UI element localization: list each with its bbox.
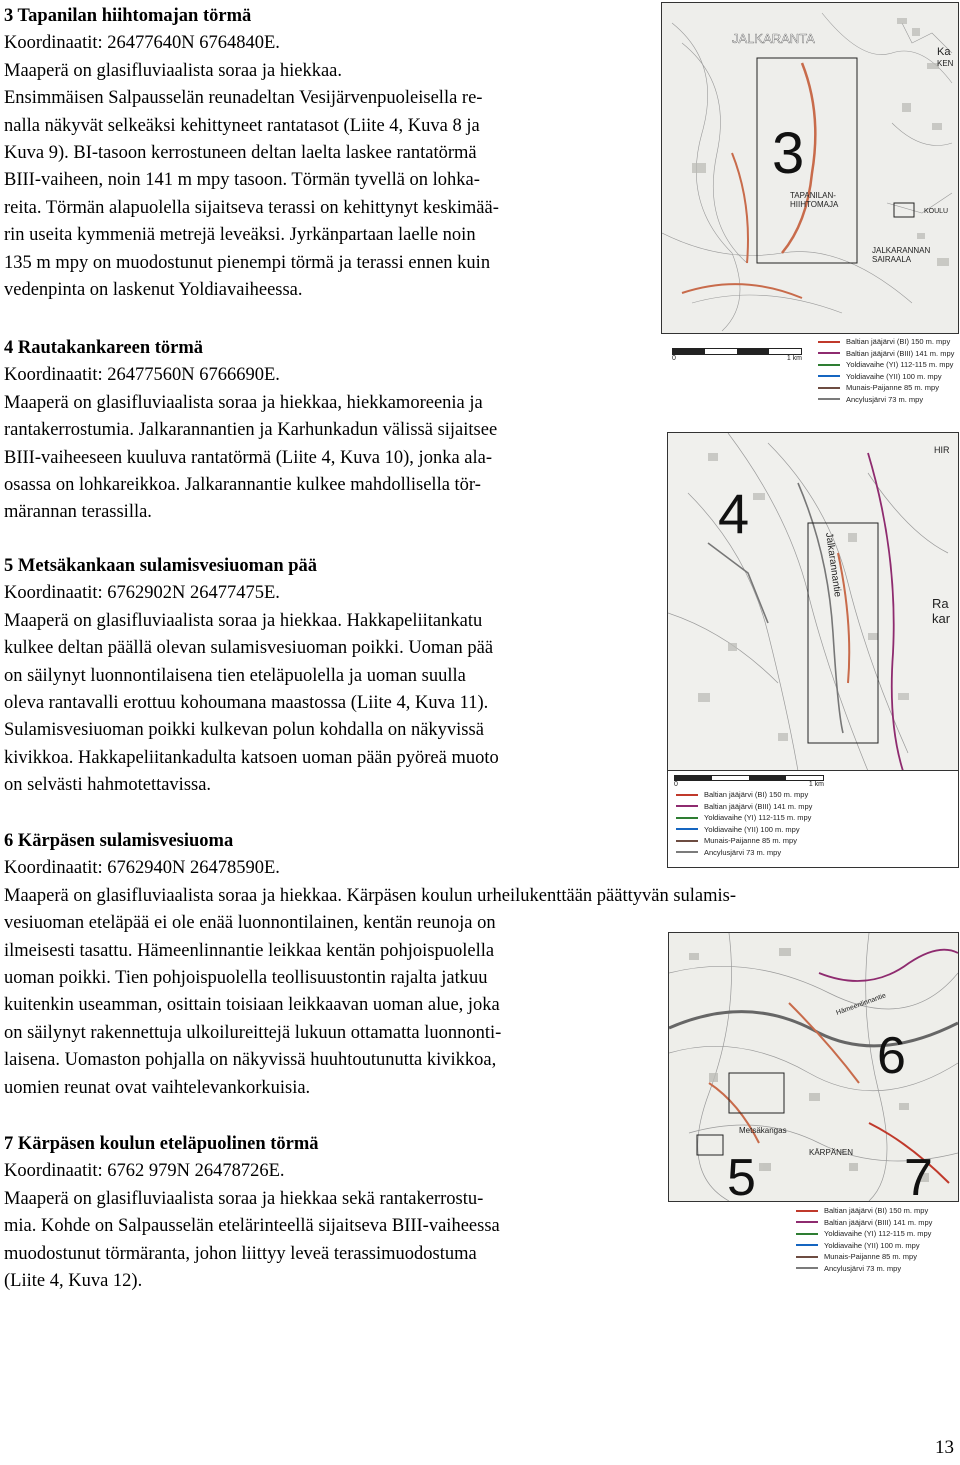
text-line: (Liite 4, Kuva 12).: [4, 1270, 143, 1291]
legend-swatch: [676, 817, 698, 819]
map-label: kar: [932, 611, 951, 626]
scale-bar: [674, 775, 824, 788]
coordinates: Koordinaatit: 26477640N 6764840E.: [4, 33, 280, 54]
section-6: [4, 828, 736, 1102]
legend-label: Munais-Paijanne 85 m. mpy: [846, 383, 939, 392]
text-line: nalla näkyvät selkeäksi kehittyneet rantatasot (Liite 4, Kuva 8 ja: [4, 115, 480, 136]
map-graphic: [662, 3, 958, 333]
coordinates: Koordinaatit: 6762 979N 26478726E.: [4, 1161, 285, 1182]
text-line: kuitenkin useamman, osittain toisiaan leikkaavan uoman alue, joka: [4, 995, 500, 1016]
text-line: rantakerrostumia. Jalkarannantien ja Karhunkadun välissä sijaitsee: [4, 420, 498, 441]
legend-label: Yoldiavaihe (YI) 112-115 m. mpy: [824, 1229, 932, 1238]
section-title: 6 Kärpäsen sulamisvesiuoma: [4, 831, 234, 851]
text-line: Kuva 9). BI-tasoon kerrostuneen deltan laelta laskee rantatörmä: [4, 142, 477, 163]
coordinates: Koordinaatit: 6762940N 26478590E.: [4, 858, 280, 879]
map-karpanen: [668, 932, 959, 1202]
legend-swatch: [796, 1233, 818, 1235]
scale-label: 1 km: [786, 355, 802, 362]
legend-label: Baltian jääjärvi (BI) 150 m. mpy: [704, 790, 809, 799]
text-line: BIII-vaiheeseen kuuluva rantatörmä (Liite 4, Kuva 10), jonka ala-: [4, 447, 493, 468]
text-line: BIII-vaiheen, noin 141 m mpy tasoon. Törmän tyvellä on lohka-: [4, 170, 480, 191]
legend-swatch: [676, 828, 698, 830]
text-line: ilmeisesti tasattu. Hämeenlinnantie leikkaa kentän pohjoispuolella: [4, 940, 495, 961]
coordinates: Koordinaatit: 26477560N 6766690E.: [4, 365, 280, 386]
text-line: uomien reunat ovat vaihtelevankorkuisia.: [4, 1077, 311, 1098]
page-number: 13: [935, 1437, 954, 1458]
text-line: osassa on lohkareikkoa. Jalkarannantie kulkee mahdollisella tör-: [4, 474, 481, 495]
legend-label: Yoldiavaihe (YII) 100 m. mpy: [846, 371, 942, 381]
section-title: 3 Tapanilan hiihtomajan törmä: [4, 6, 252, 26]
text-line: kivikkoa. Hakkapeliitankadulta katsoen uoman pään pyöreä muoto: [4, 747, 499, 768]
text-line: Sulamisvesiuoman poikki kulkevan polun kohdalla on näkyvissä: [4, 720, 484, 741]
legend-swatch: [676, 840, 698, 842]
text-line: mia. Kohde on Salpausselän etelärinteellä sijaitseva BIII-vaiheessa: [4, 1216, 500, 1237]
map-graphic: [669, 933, 958, 1201]
legend-label: Yoldiavaihe (YI) 112-115 m. mpy: [704, 813, 812, 822]
text-line: Ensimmäisen Salpausselän reunadeltan Vesijärvenpuoleisella re-: [4, 88, 483, 109]
text-line: kulkee deltan päällä olevan sulamisvesiuoman poikki. Uoman pää: [4, 638, 494, 659]
legend-label: Ancylusjärvi 73 m. mpy: [704, 847, 782, 857]
map-number: 7: [904, 1149, 933, 1201]
map-label: HIIHTOMAJA: [790, 200, 839, 209]
text-line: on säilynyt luonnontilaisena tien eteläpuolella ja uoman suulla: [4, 665, 466, 686]
scale-label: 1 km: [808, 781, 824, 788]
map-tapanila: [661, 2, 959, 334]
legend-label: Baltian jääjärvi (BI) 150 m. mpy: [846, 337, 951, 346]
map-label: KEN: [937, 59, 954, 68]
text-line: vesiuoman eteläpää ei ole enää luonnontilainen, kentän reunoja on: [4, 913, 496, 934]
scale-label: 0: [674, 781, 678, 788]
legend-map2-box: [667, 770, 959, 868]
legend-swatch: [796, 1267, 818, 1269]
map-graphic: [668, 433, 958, 771]
map-label: Ka: [937, 46, 951, 58]
map-label: KÄRPÄNEN: [809, 1148, 854, 1157]
text-line: vedenpinta on laskenut Yoldiavaiheessa.: [4, 279, 303, 300]
legend-label: Yoldiavaihe (YI) 112-115 m. mpy: [846, 360, 954, 369]
scale-label: 0: [672, 355, 676, 362]
text-line: reita. Törmän alapuolella sijaitseva terassi on kehittynyt keskimää-: [4, 197, 499, 218]
section-title: 4 Rautakankareen törmä: [4, 338, 204, 358]
map-number: 5: [727, 1149, 756, 1201]
legend-swatch: [796, 1256, 818, 1258]
legend-label: Yoldiavaihe (YII) 100 m. mpy: [824, 1240, 920, 1250]
legend-map2: [676, 789, 812, 858]
legend-swatch: [818, 387, 840, 389]
legend-map3: [796, 1205, 932, 1274]
legend-swatch: [818, 341, 840, 343]
legend-label: Munais-Paijanne 85 m. mpy: [704, 836, 797, 845]
text-line: Maaperä on glasifluviaalista soraa ja hiekkaa, hiekkamoreenia ja: [4, 392, 483, 413]
map-label: Jalkarannantie: [823, 531, 843, 598]
legend-swatch: [818, 364, 840, 366]
legend-swatch: [796, 1244, 818, 1246]
map-number: 3: [772, 121, 805, 186]
section-title: 5 Metsäkankaan sulamisvesiuoman pää: [4, 556, 318, 576]
legend-swatch: [796, 1221, 818, 1223]
text-line: on selvästi hahmotettavissa.: [4, 775, 212, 796]
text-line: uoman poikki. Tien pohjoispuolella teollisuustontin rajalta jatkuu: [4, 967, 488, 988]
legend-label: Baltian jääjärvi (BIII) 141 m. mpy: [824, 1217, 933, 1227]
map-label: HIR: [934, 445, 950, 455]
legend-label: Baltian jääjärvi (BIII) 141 m. mpy: [704, 801, 813, 811]
legend-swatch: [818, 398, 840, 400]
map-number: 4: [718, 482, 750, 545]
legend-map1: [818, 336, 954, 405]
map-rautakangas: [667, 432, 959, 772]
map-label: Metsäkangas: [739, 1126, 787, 1135]
legend-label: Munais-Paijanne 85 m. mpy: [824, 1252, 917, 1261]
map-label: JALKARANTA: [732, 31, 815, 46]
text-line: Maaperä on glasifluviaalista soraa ja hiekkaa. Kärpäsen koulun urheilukenttään päättyvän sulamis-: [4, 885, 737, 906]
map-label: TAPANILAN-: [790, 191, 836, 200]
legend-label: Ancylusjärvi 73 m. mpy: [824, 1263, 902, 1273]
legend-label: Baltian jääjärvi (BI) 150 m. mpy: [824, 1206, 929, 1215]
legend-label: Yoldiavaihe (YII) 100 m. mpy: [704, 824, 800, 834]
legend-label: Baltian jääjärvi (BIII) 141 m. mpy: [846, 348, 955, 358]
legend-swatch: [676, 794, 698, 796]
text-line: Maaperä on glasifluviaalista soraa ja hiekkaa.: [4, 60, 342, 81]
map-label: KOULU: [924, 208, 949, 215]
text-line: rin useita kymmeniä metrejä leveäksi. Jyrkänpartaan laelle noin: [4, 225, 476, 246]
map-label: SAIRAALA: [872, 255, 912, 264]
legend-swatch: [676, 851, 698, 853]
scale-bar: [672, 348, 802, 362]
legend-label: Ancylusjärvi 73 m. mpy: [846, 394, 924, 404]
section-3: [4, 3, 499, 304]
section-5: [4, 553, 499, 800]
text-line: Maaperä on glasifluviaalista soraa ja hiekkaa sekä rantakerrostu-: [4, 1188, 484, 1209]
map-number: 6: [877, 1027, 906, 1085]
legend-swatch: [796, 1210, 818, 1212]
legend-swatch: [818, 352, 840, 354]
legend-swatch: [818, 375, 840, 377]
map-label: JALKARANNAN: [872, 246, 931, 255]
legend-swatch: [676, 805, 698, 807]
text-line: 135 m mpy on muodostunut pienempi törmä ja terassi ennen kuin: [4, 252, 491, 273]
text-line: laisena. Uomaston pohjalla on näkyvissä huuhtoutunutta kivikkoa,: [4, 1050, 497, 1071]
text-line: märannan terassilla.: [4, 502, 152, 523]
text-line: on säilynyt rakennettuja ulkoilureittejä lukuun ottamatta luonnonti-: [4, 1022, 502, 1043]
section-4: [4, 335, 497, 527]
map-label: Hämeenlinnantie: [835, 992, 888, 1017]
section-7: [4, 1131, 500, 1295]
section-title: 7 Kärpäsen koulun eteläpuolinen törmä: [4, 1134, 319, 1154]
map-label: Ra: [932, 596, 949, 611]
text-line: muodostunut törmäranta, johon liittyy leveä terassimuodostuma: [4, 1243, 477, 1264]
text-line: oleva rantavalli erottuu kohoumana maastossa (Liite 4, Kuva 11).: [4, 692, 489, 713]
text-line: Maaperä on glasifluviaalista soraa ja hiekkaa. Hakkapeliitankatu: [4, 610, 483, 631]
coordinates: Koordinaatit: 6762902N 26477475E.: [4, 583, 280, 604]
